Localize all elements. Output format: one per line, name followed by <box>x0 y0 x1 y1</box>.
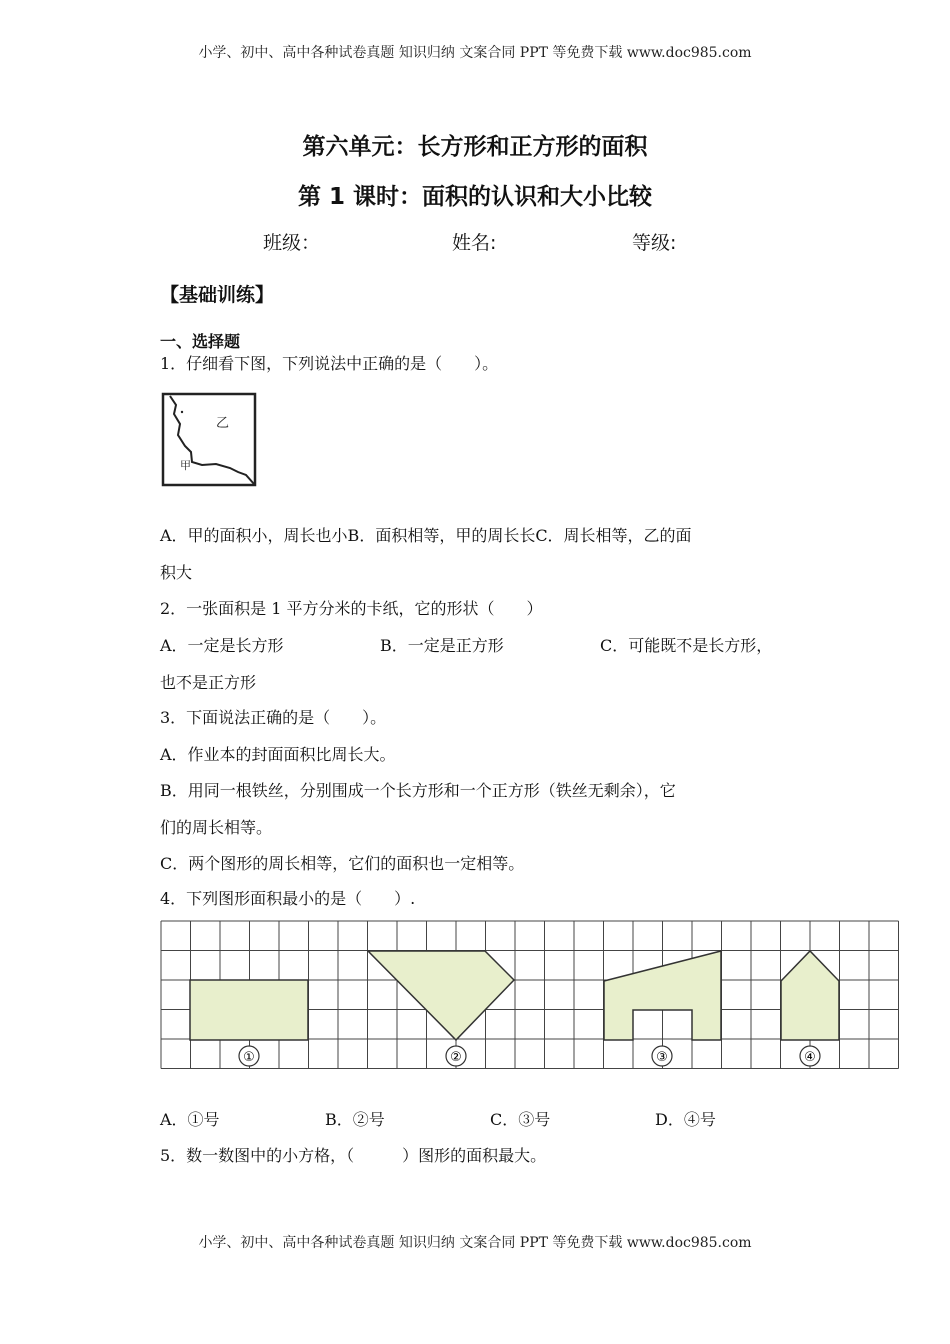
q4-shape-4 <box>781 951 839 1040</box>
q3-stem: 3．下面说法正确的是（ ）。 <box>160 708 387 727</box>
section-title: 【基础训练】 <box>160 284 275 306</box>
q4-option-b: B．②号 <box>325 1110 385 1129</box>
q1-stem: 1．仔细看下图，下列说法中正确的是（ ）。 <box>160 354 499 373</box>
q4-label-4 <box>800 1046 820 1066</box>
q2-stem: 2．一张面积是 1 平方分米的卡纸，它的形状（ ） <box>160 599 543 618</box>
svg-text:③: ③ <box>656 1050 668 1065</box>
grade-label: 等级: <box>632 232 677 254</box>
svg-text:①: ① <box>243 1050 255 1065</box>
class-label: 班级： <box>263 232 321 254</box>
name-label: 姓名: <box>452 232 497 254</box>
footer-banner: 小学、初中、高中各种试卷真题 知识归纳 文案合同 PPT 等免费下载 www.doc985.com <box>198 1235 752 1251</box>
q4-stem: 4．下列图形面积最小的是（ ）. <box>160 889 416 908</box>
q3-option-c: C．两个图形的周长相等，它们的面积也一定相等。 <box>160 854 525 873</box>
q5-stem: 5．数一数图中的小方格，（ ）图形的面积最大。 <box>160 1146 547 1165</box>
q1-label-jia: 甲 <box>180 459 191 472</box>
q4-shape-2 <box>368 951 514 1040</box>
q2-option-c: C．可能既不是长方形， <box>600 636 773 655</box>
q2-option-a: A．一定是长方形 <box>160 636 284 655</box>
q4-option-d: D．④号 <box>655 1110 716 1129</box>
q2-option-b: B．一定是正方形 <box>380 636 504 655</box>
header-banner: 小学、初中、高中各种试卷真题 知识归纳 文案合同 PPT 等免费下载 www.doc985.com <box>198 45 752 61</box>
unit-title: 第六单元：长方形和正方形的面积 <box>302 134 648 160</box>
q3-option-b-line1: B．用同一根铁丝，分别围成一个长方形和一个正方形（铁丝无剩余），它 <box>160 781 676 800</box>
q4-option-a: A．①号 <box>160 1110 220 1129</box>
svg-text:④: ④ <box>804 1050 816 1065</box>
q4-label-2 <box>446 1046 466 1066</box>
q3-option-b-line2: 们的周长相等。 <box>160 818 273 837</box>
lesson-title: 第 1 课时：面积的认识和大小比较 <box>297 184 653 210</box>
svg-text:②: ② <box>450 1050 462 1065</box>
q1-figure <box>158 390 260 490</box>
q3-option-a: A．作业本的封面面积比周长大。 <box>160 745 396 764</box>
q4-option-c: C．③号 <box>490 1110 551 1129</box>
q4-shape-1 <box>190 980 308 1040</box>
q4-label-1 <box>239 1046 259 1066</box>
q1-options-line2: 积大 <box>160 563 193 582</box>
q1-options-line1: A．甲的面积小，周长也小B．面积相等，甲的周长长C．周长相等，乙的面 <box>160 526 692 545</box>
q1-figure-border <box>163 394 255 485</box>
q4-grid-figure <box>160 920 902 1074</box>
subsection-title: 一、选择题 <box>160 332 241 351</box>
q2-option-c-cont: 也不是正方形 <box>160 673 257 692</box>
q1-label-yi: 乙 <box>216 416 230 431</box>
q1-dot <box>181 411 183 413</box>
q4-label-3 <box>652 1046 672 1066</box>
